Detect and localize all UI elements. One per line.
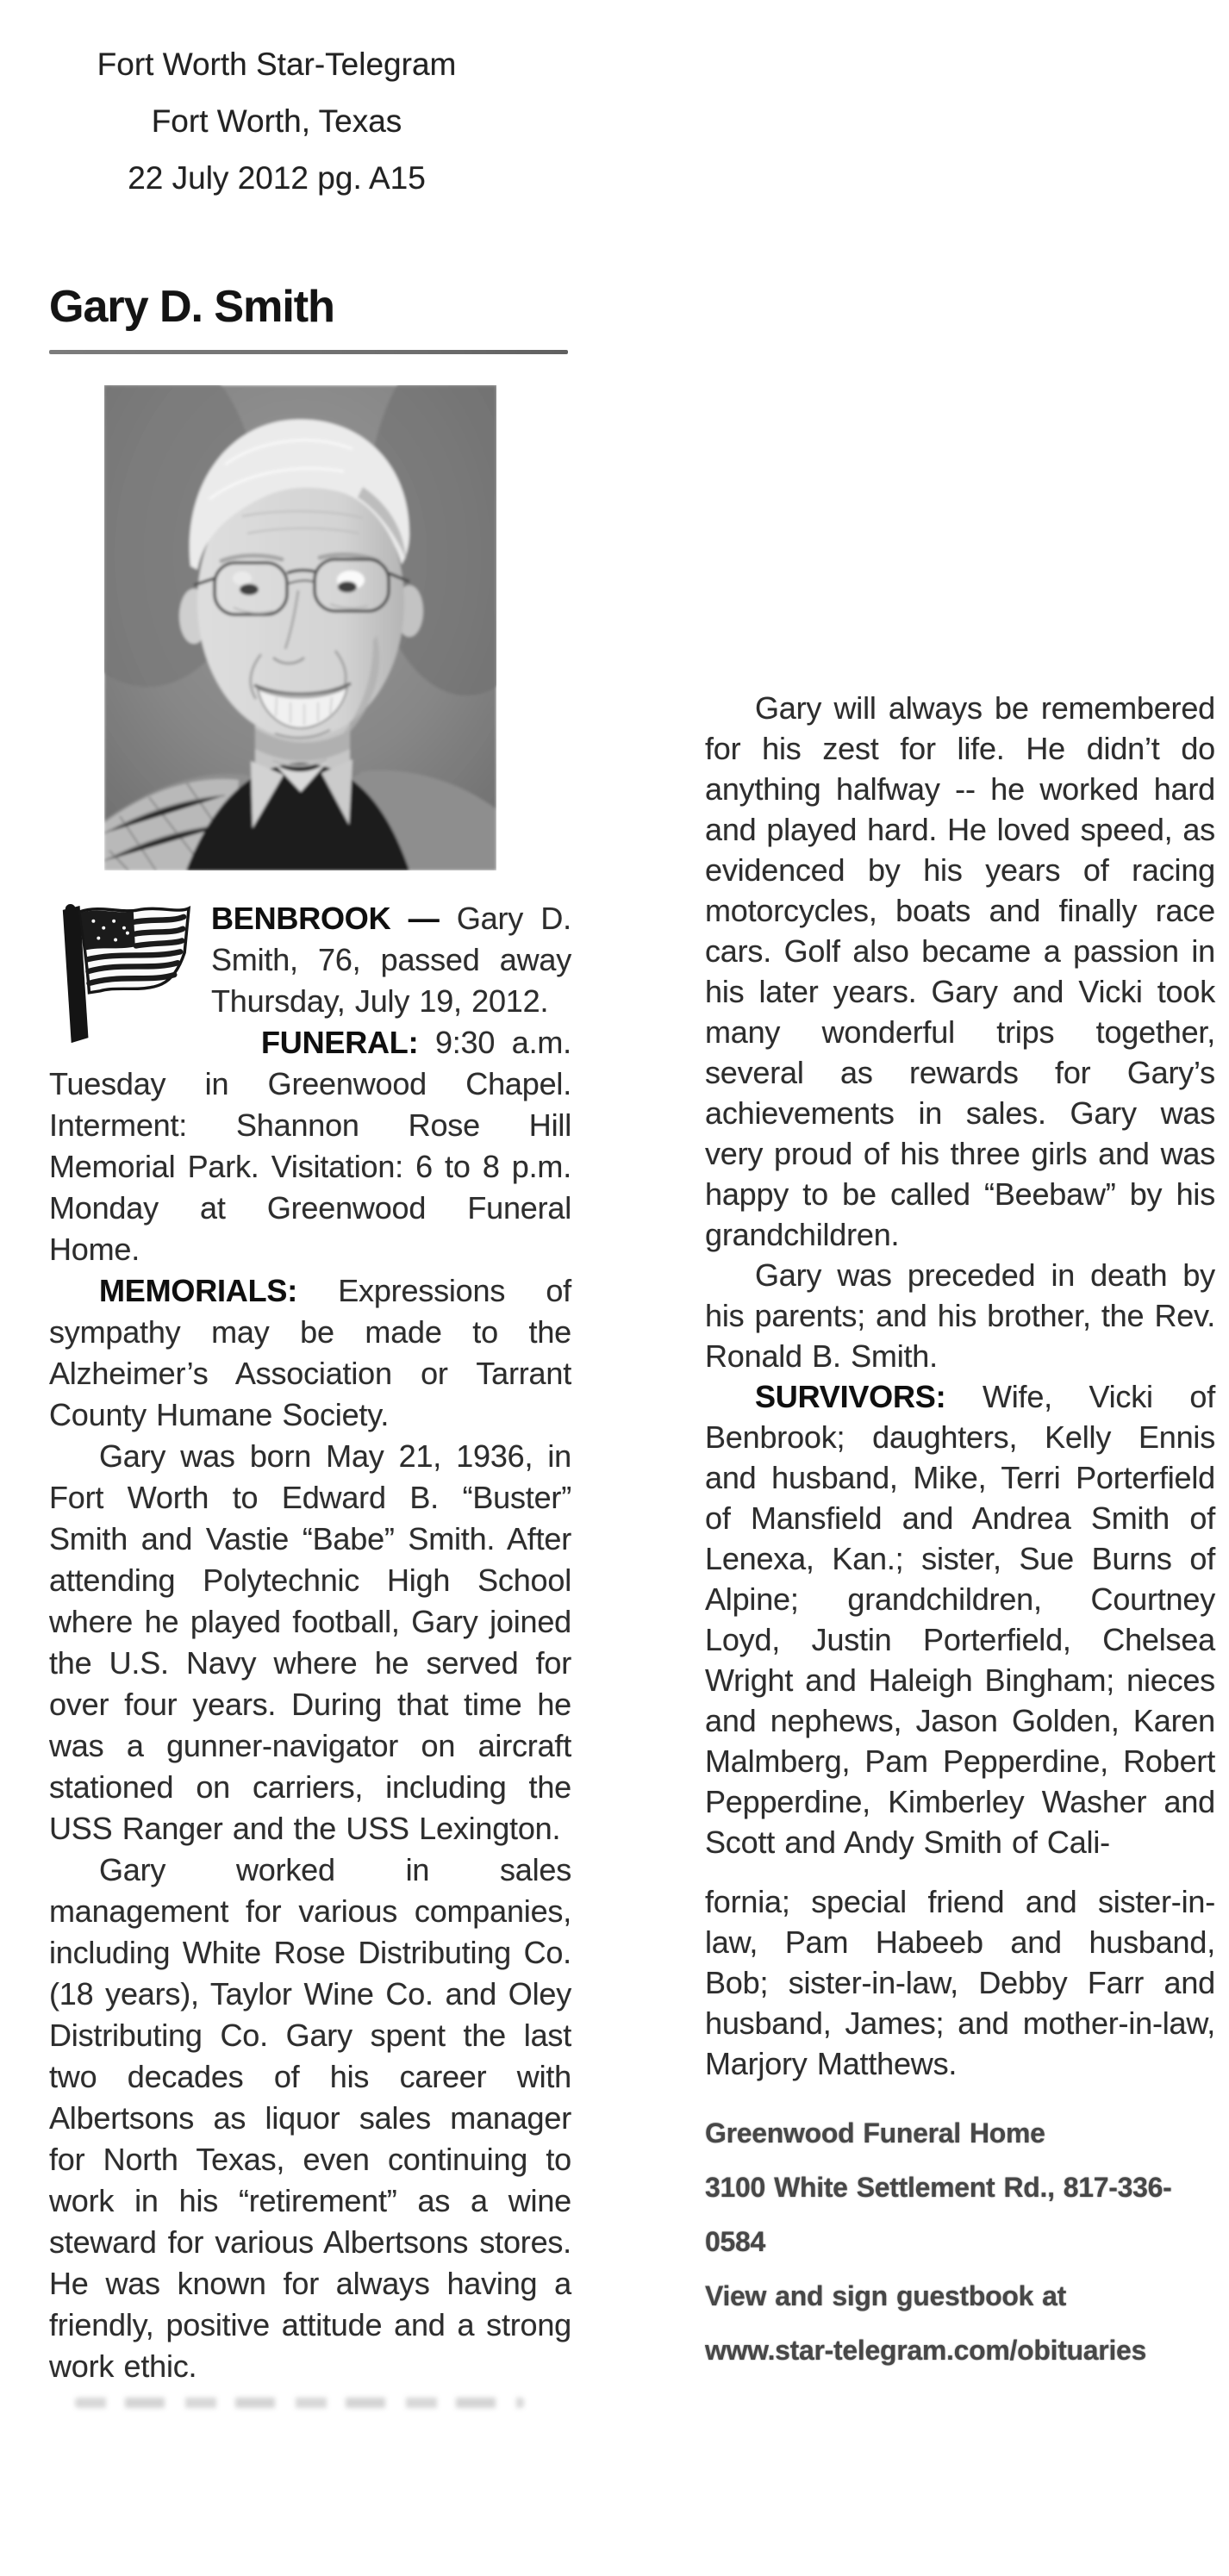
portrait-image xyxy=(104,385,496,870)
portrait-photo xyxy=(104,385,496,870)
guestbook-url: www.star-telegram.com/obituaries xyxy=(705,2335,1147,2366)
survivors-paragraph-continued: fornia; special friend and sister-in-law, Pam Habeeb and husband, Bob; sister-in-law, Debby Farr and husband, James; and mother-in-law, Marjory Matthews. xyxy=(705,1884,1215,2081)
funeral-text: 9:30 a.m. Tuesday in Greenwood Chapel. Interment: Shannon Rose Hill Memorial Park. Visitation: 6 to 8 p.m. Monday at Greenwood Funeral Home. xyxy=(49,1025,571,1267)
left-column xyxy=(49,898,571,2408)
funeral-home-name: Greenwood Funeral Home xyxy=(705,2118,1045,2149)
survivors-paragraph xyxy=(705,1376,1215,1862)
source-attribution xyxy=(22,36,531,207)
publication-location: Fort Worth, Texas xyxy=(151,103,402,139)
bio-paragraph-2: Gary worked in sales management for various companies, including White Rose Distributing Co. (18 years), Taylor Wine Co. and Oley Distributing Co. Gary spent the last two decades of his career with Albertsons as liquor sales manager for North Texas, even continuing to work in his “retirement” as a wine steward for various Albertsons stores. He was known for always having a friendly, positive attitude and a strong work ethic. xyxy=(49,1852,571,2384)
lede-lead-in: BENBROOK — xyxy=(211,901,440,936)
memorials-lead-in: MEMORIALS: xyxy=(99,1273,297,1308)
publication-date-page: 22 July 2012 pg. A15 xyxy=(128,160,426,196)
survivors-text: Wife, Vicki of Benbrook; daughters, Kelly Ennis and husband, Mike, Terri Porterfield of Mansfield and Andrea Smith of Lenexa, Kan.; sister, Sue Burns of Alpine; grandchildren, Courtney Loyd, Justin Porterfield, Chelsea Wright and Haleigh Bingham; nieces and nephews, Jason Golden, Karen Malmberg, Pam Pepperdine, Robert Pepperdine, Kimberley Washer and Scott and Andy Smith of Cali- xyxy=(705,1379,1215,1860)
lede-text: Gary D. Smith, 76, passed away Thursday, July 19, 2012. xyxy=(211,901,571,1019)
headline-rule xyxy=(49,350,568,354)
funeral-paragraph xyxy=(49,1022,571,1270)
us-flag-icon xyxy=(49,901,194,1053)
guestbook-label: View and sign guestbook at xyxy=(705,2280,1067,2311)
memorials-text: Expressions of sympathy may be made to the Alzheimer’s Association or Tarrant County Humane Society. xyxy=(49,1273,571,1432)
obituary-headline: Gary D. Smith xyxy=(49,282,334,332)
bio-paragraph-1: Gary was born May 21, 1936, in Fort Worth to Edward B. “Buster” Smith and Vastie “Babe” Smith. After attending Polytechnic High School where he played football, Gary joined the U.S. Navy where he served for over four years. During that time he was a gunner-navigator on aircraft stationed on carriers, including the USS Ranger and the USS Lexington. xyxy=(49,1438,571,1846)
cutoff-line-artifact xyxy=(75,2398,524,2408)
memorials-paragraph xyxy=(49,1270,571,1436)
right-column xyxy=(705,688,1215,2378)
funeral-home-address: 3100 White Settlement Rd., 817-336-0584 xyxy=(705,2172,1172,2257)
survivors-lead-in: SURVIVORS: xyxy=(755,1379,946,1414)
remembrance-paragraph: Gary will always be remembered for his zest for life. He didn’t do anything halfway -- he worked hard and played hard. He loved speed, as evidenced by his years of racing motorcycles, boats and finally race cars. Golf also became a passion in his later years. Gary and Vicki took many wonderful trips together, several as rewards for Gary’s achievements in sales. Gary was very proud of his three girls and was happy to be called “Beebaw” by his grandchildren. xyxy=(705,690,1215,1252)
preceded-paragraph: Gary was preceded in death by his parents; and his brother, the Rev. Ronald B. Smith. xyxy=(705,1257,1215,1374)
funeral-home-block xyxy=(705,2106,1215,2378)
publication-name: Fort Worth Star-Telegram xyxy=(97,47,457,82)
funeral-lead-in: FUNERAL: xyxy=(261,1025,419,1060)
